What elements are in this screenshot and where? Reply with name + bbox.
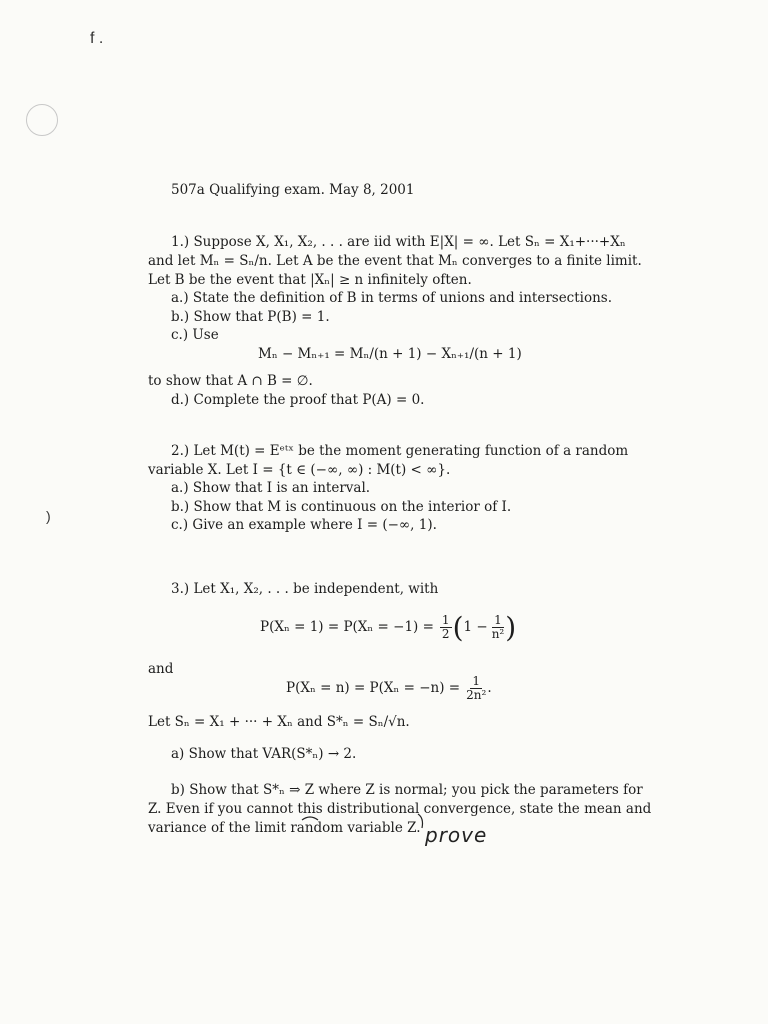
q3-eq2-period: .	[487, 680, 492, 696]
q3-eq2-fraction: $\frac{1}{\text{2n²}}$	[466, 674, 487, 702]
q3-part-b-line-1: b) Show that S*ₙ ⇒ Z where Z is normal; you pick the parameters for	[171, 782, 643, 798]
q3-equation-1	[260, 611, 517, 644]
q3-line-1: 3.) Let X₁, X₂, . . . be independent, with	[171, 581, 439, 597]
q1-after-equation: to show that A ∩ B = ∅.	[148, 373, 313, 389]
q3-eq1-paren-close: )	[505, 611, 517, 644]
q1-equation: Mₙ − Mₙ₊₁ = Mₙ/(n + 1) − Xₙ₊₁/(n + 1)	[258, 346, 522, 362]
q3-eq1-paren-open: (	[452, 611, 464, 644]
q2-part-c: c.) Give an example where I = (−∞, 1).	[171, 517, 437, 533]
q1-line-1: 1.) Suppose X, X₁, X₂, . . . are iid with E|X| = ∞. Let Sₙ = X₁+···+Xₙ	[171, 234, 626, 250]
q3-let-line: Let Sₙ = X₁ + ··· + Xₙ and S*ₙ = Sₙ/√n.	[148, 714, 410, 730]
q1-line-2: and let Mₙ = Sₙ/n. Let A be the event that Mₙ converges to a finite limit.	[148, 253, 642, 269]
q2-line-1: 2.) Let M(t) = Eᵉᵗˣ be the moment generating function of a random	[171, 443, 629, 459]
q1-part-a: a.) State the definition of B in terms of unions and intersections.	[171, 290, 613, 306]
q2-line-2: variable X. Let I = {t ∈ (−∞, ∞) : M(t) < ∞}.	[148, 462, 451, 478]
q3-eq1-left: P(Xₙ = 1) = P(Xₙ = −1) =	[260, 619, 434, 635]
q3-part-b-line-3: variance of the limit random variable Z.	[148, 820, 421, 836]
q3-part-a: a) Show that VAR(S*ₙ) → 2.	[171, 746, 357, 762]
q3-eq1-fraction: $\frac{1}{2}$	[441, 613, 450, 641]
q1-part-d: d.) Complete the proof that P(A) = 0.	[171, 392, 425, 408]
q1-line-3: Let B be the event that |Xₙ| ≥ n infinitely often.	[148, 272, 472, 288]
punch-hole	[26, 104, 58, 136]
q3-eq2-left: P(Xₙ = n) = P(Xₙ = −n) =	[286, 680, 461, 696]
q3-and: and	[148, 661, 174, 677]
q3-eq1-inner-fraction: $\frac{1}{\text{n²}}$	[491, 613, 505, 641]
handwritten-caret-mark	[300, 808, 430, 838]
margin-mark-top: f .	[90, 30, 104, 47]
q1-part-c: c.) Use	[171, 327, 219, 343]
margin-mark-mid: )	[46, 508, 51, 524]
exam-header: 507a Qualifying exam. May 8, 2001	[171, 182, 415, 198]
q3-equation-2	[286, 675, 492, 702]
q3-part-b-line-2: Z. Even if you cannot this distributional convergence, state the mean and	[148, 801, 652, 817]
q1-part-b: b.) Show that P(B) = 1.	[171, 309, 330, 325]
q2-part-a: a.) Show that I is an interval.	[171, 480, 371, 496]
handwritten-prove: prove	[425, 823, 488, 847]
q3-eq1-inner: 1 −	[463, 619, 488, 635]
q2-part-b: b.) Show that M is continuous on the interior of I.	[171, 499, 512, 515]
